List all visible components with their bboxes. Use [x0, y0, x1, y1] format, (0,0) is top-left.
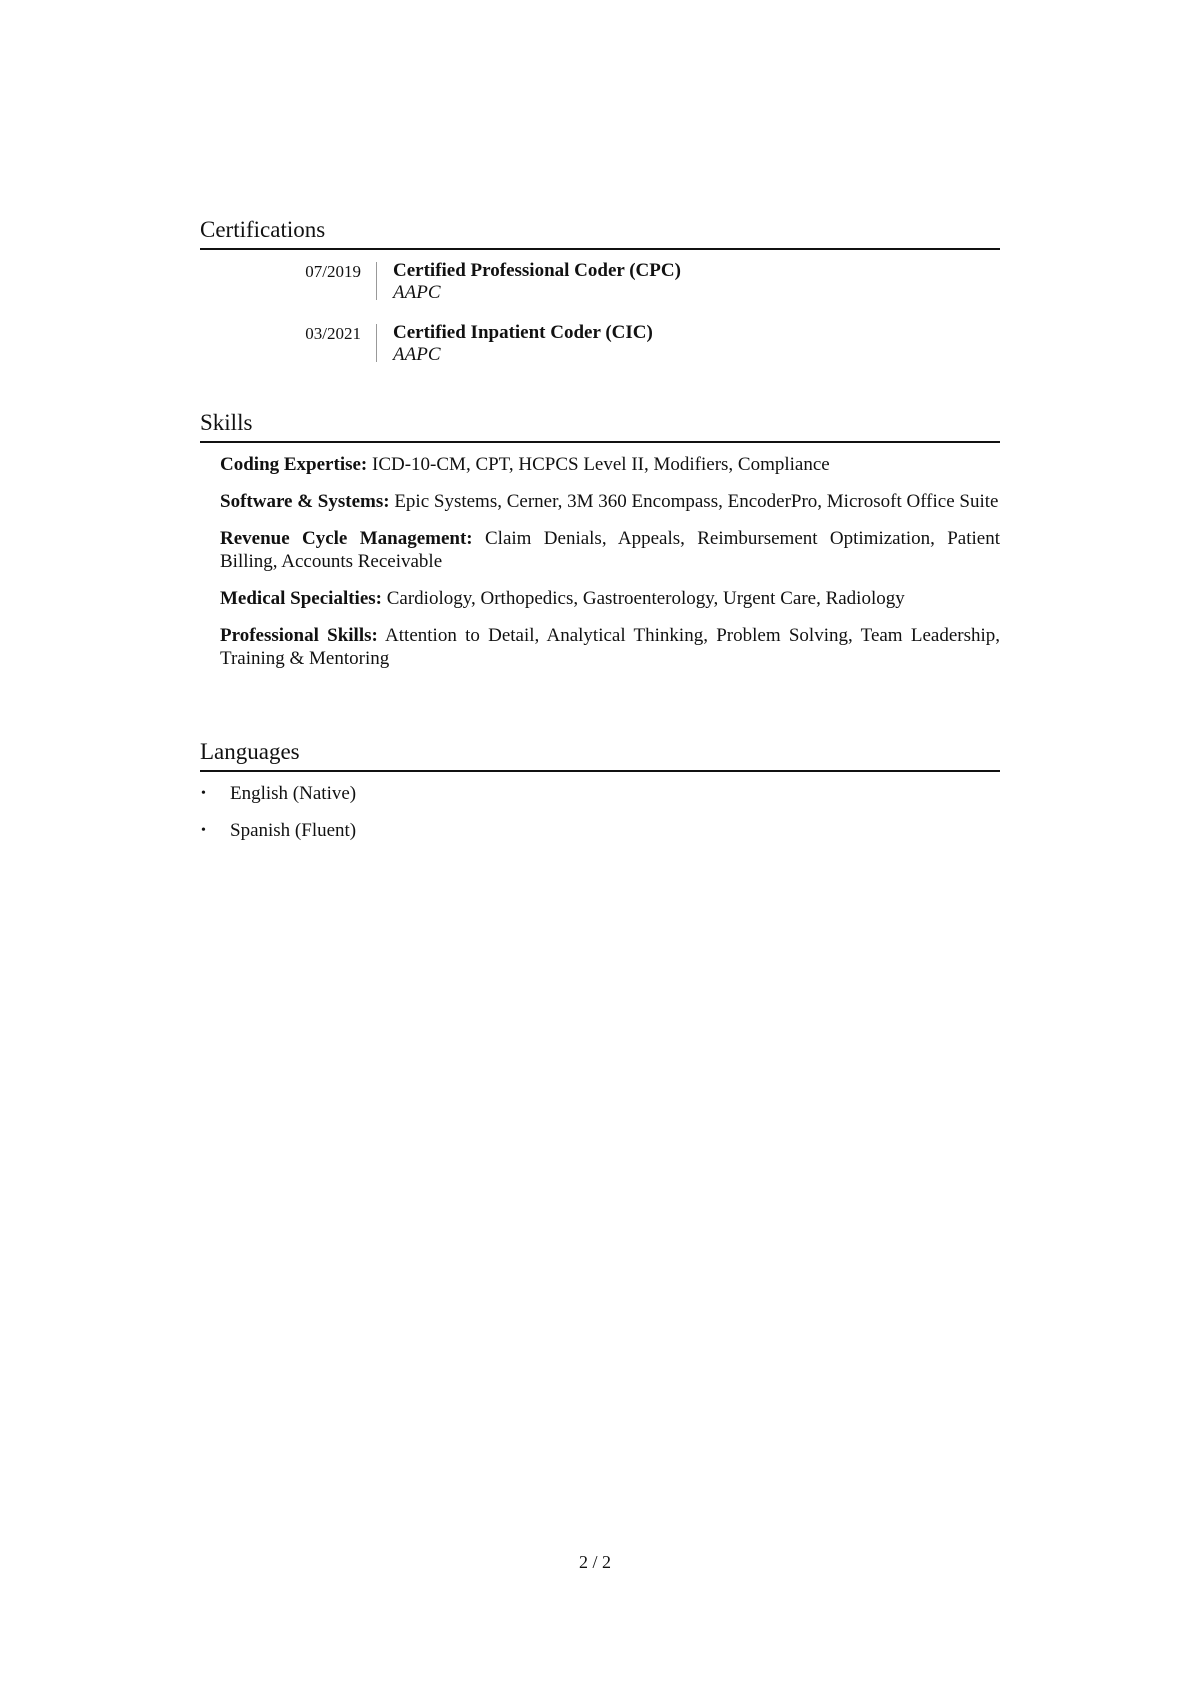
skills-list — [200, 453, 1000, 670]
page-number: 2 / 2 — [578, 1552, 611, 1572]
certification-details — [376, 322, 653, 365]
languages-section — [200, 738, 1000, 856]
section-heading-languages: Languages — [200, 738, 1000, 772]
certification-name: Certified Professional Coder (CPC) — [393, 260, 681, 281]
certification-name: Certified Inpatient Coder (CIC) — [393, 322, 653, 343]
section-heading-certifications: Certifications — [200, 216, 1000, 250]
certification-list — [200, 260, 1000, 370]
certification-issuer: AAPC — [393, 282, 441, 303]
skill-values: Cardiology, Orthopedics, Gastroenterology, Urgent Care, Radiology — [386, 588, 905, 609]
skill-entry — [220, 587, 1000, 610]
bullet-icon: • — [201, 786, 206, 801]
language-item — [200, 819, 1000, 842]
certification-item — [200, 260, 1000, 308]
skill-category: Coding Expertise: — [220, 454, 368, 475]
skill-entry — [220, 490, 1000, 513]
bullet-icon: • — [201, 823, 206, 838]
language-list — [200, 782, 1000, 842]
skill-values: Epic Systems, Cerner, 3M 360 Encompass, EncoderPro, Microsoft Office Suite — [394, 491, 999, 512]
certification-details — [376, 260, 681, 303]
skill-entry — [220, 527, 1000, 573]
skill-category: Software & Systems: — [220, 491, 390, 512]
language-label: English (Native) — [230, 783, 357, 804]
skill-category: Revenue Cycle Management: — [220, 528, 473, 549]
skill-category: Medical Specialties: — [220, 588, 382, 609]
certifications-section — [200, 216, 1000, 384]
language-item — [200, 782, 1000, 805]
certification-issuer: AAPC — [393, 344, 441, 365]
skill-values: Claim Denials, Appeals, Reimbursement Optimization, Patient Billing, Accounts Receivable — [220, 528, 1001, 572]
certification-item — [200, 322, 1000, 370]
skill-values: ICD-10-CM, CPT, HCPCS Level II, Modifiers, Compliance — [372, 454, 830, 475]
skill-values: Attention to Detail, Analytical Thinking, Problem Solving, Team Leadership, Training & Mentoring — [220, 625, 1000, 669]
skill-entry — [220, 453, 1000, 476]
skills-section — [200, 409, 1000, 684]
section-heading-skills: Skills — [200, 409, 1000, 443]
certification-date: 07/2019 — [305, 262, 361, 281]
skill-entry — [220, 624, 1000, 670]
certification-date: 03/2021 — [305, 324, 361, 343]
resume-page — [200, 0, 1000, 1683]
skill-category: Professional Skills: — [220, 625, 378, 646]
language-label: Spanish (Fluent) — [230, 820, 357, 841]
